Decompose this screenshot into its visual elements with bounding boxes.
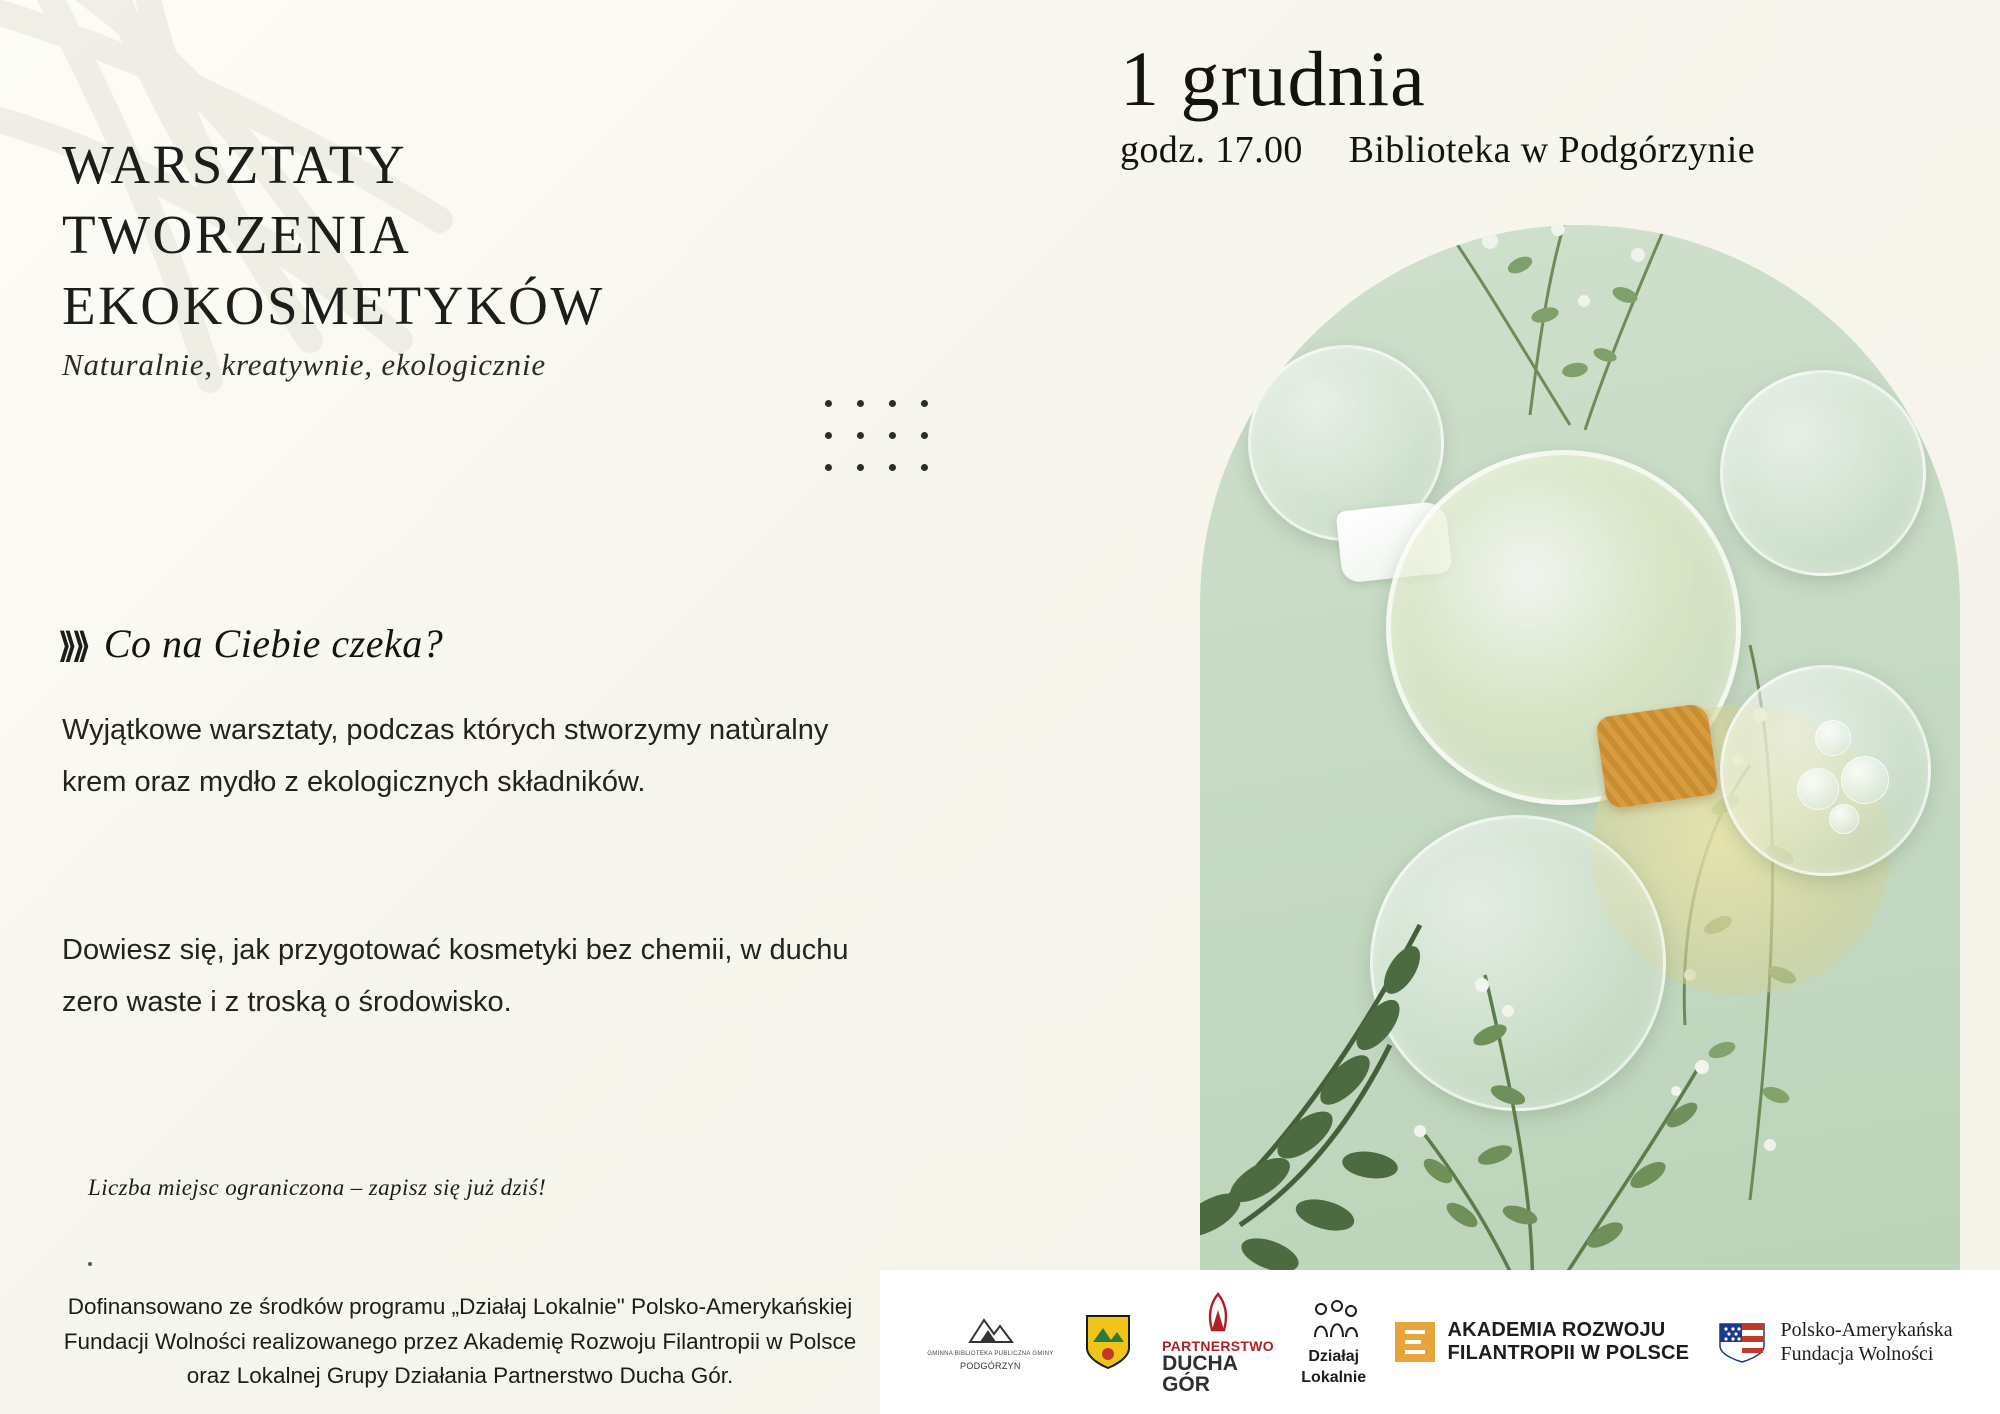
petri-dish-dried-flower	[1720, 370, 1926, 576]
title-line-2: TWORZENIA	[62, 204, 412, 266]
grid-dot	[857, 464, 864, 471]
grid-dot	[825, 432, 832, 439]
sponsor-logo-strip	[880, 1270, 2000, 1414]
grid-dot	[825, 464, 832, 471]
double-arrow-icon: ⟫⟫	[58, 628, 86, 665]
grid-dot	[825, 400, 832, 407]
herb-plant-center	[1390, 915, 1810, 1270]
logo-pafw-text	[1780, 1318, 1952, 1366]
logo-pafw-line2: Fundacja Wolności	[1780, 1343, 1934, 1365]
honeycomb-piece	[1595, 703, 1719, 810]
event-time: godz. 17.00	[1120, 128, 1303, 171]
body-paragraph-1: Wyjątkowe warsztaty, podczas których stworzymy natùralny krem oraz mydło z ekologicznych składników.	[62, 714, 829, 798]
bubble	[1829, 804, 1859, 834]
logo-pafw	[1716, 1318, 1952, 1366]
grid-dot	[857, 432, 864, 439]
logo-partnerstwo-ducha-gor	[1162, 1290, 1274, 1395]
coat-of-arms-icon	[1081, 1312, 1135, 1372]
decorative-dot	[88, 1262, 92, 1266]
petri-dish-bubbles	[1720, 665, 1931, 876]
bubble	[1841, 756, 1889, 804]
logo-pdg-line1: PARTNERSTWO	[1162, 1337, 1274, 1354]
limited-seats-note: Liczba miejsc ograniczona – zapisz się już dziś!	[88, 1175, 547, 1200]
petri-dish-honeycomb	[1386, 450, 1741, 805]
logo-gbp-podgorzyn	[927, 1312, 1053, 1371]
logo-akademia-rozwoju-filantropii	[1393, 1319, 1689, 1365]
logo-arf-line2: FILANTROPII W POLSCE	[1447, 1342, 1690, 1364]
logo-arf-line1: AKADEMIA ROZWOJU	[1447, 1319, 1666, 1341]
event-venue: Biblioteka w Podgórzynie	[1348, 128, 1756, 171]
logo-pdg-line2: DUCHA	[1162, 1351, 1238, 1375]
library-mountain-icon	[964, 1312, 1016, 1348]
title-line-1: WARSZTATY	[62, 134, 408, 195]
event-date-block	[1120, 35, 1980, 172]
mountain-spirit-icon	[1198, 1290, 1238, 1336]
event-time-venue	[1120, 128, 1980, 172]
logo-gbp-name: PODGÓRZYN	[960, 1361, 1021, 1372]
product-photo	[1200, 225, 1960, 1270]
logo-pafw-line1: Polsko-Amerykańska	[1780, 1319, 1953, 1341]
left-content-column	[0, 0, 880, 1270]
logo-dzialaj-line1: Działaj	[1308, 1348, 1360, 1365]
logo-gmina-crest	[1081, 1312, 1135, 1372]
arfp-mark-icon	[1393, 1320, 1437, 1364]
logo-pdg-line3: GÓR	[1162, 1372, 1210, 1396]
event-date: 1 grudnia	[1120, 35, 1426, 122]
body-paragraph-2: Dowiesz się, jak przygotować kosmetyki bez chemii, w duchu zero waste i z troską o środowisko.	[62, 934, 849, 1018]
logo-arf-text	[1447, 1319, 1689, 1365]
section-heading: Co na Ciebie czeka?	[103, 621, 444, 666]
right-visual-column	[880, 0, 2000, 1270]
section-heading-row	[58, 620, 443, 667]
bubble	[1797, 768, 1839, 810]
title-line-3: EKOKOSMETYKÓW	[62, 274, 605, 336]
logo-dzialaj-lokalnie	[1301, 1297, 1366, 1387]
logo-gbp-top-text: GMINNA BIBLIOTEKA PUBLICZNA GMINY	[927, 1351, 1054, 1358]
people-sketch-icon	[1305, 1297, 1363, 1345]
logo-pdg-text	[1162, 1339, 1274, 1395]
logo-dzialaj-line2: Lokalnie	[1301, 1369, 1367, 1386]
grid-dot	[857, 400, 864, 407]
poster-subtitle: Naturalnie, kreatywnie, ekologicznie	[62, 347, 546, 383]
funding-statement: Dofinansowano ze środków programu „Działaj Lokalnie" Polsko-Amerykańskiej Fundacji Wolności realizowanego przez Akademię Rozwoju Filantropii w Polsce oraz Lokalnej Grupy Działania Partnerstwo Ducha Gór.	[63, 1293, 857, 1389]
poster-title-block	[62, 130, 822, 383]
bubble	[1815, 720, 1851, 756]
pafw-flag-icon	[1716, 1320, 1768, 1364]
petri-dish-soap	[1248, 345, 1444, 541]
